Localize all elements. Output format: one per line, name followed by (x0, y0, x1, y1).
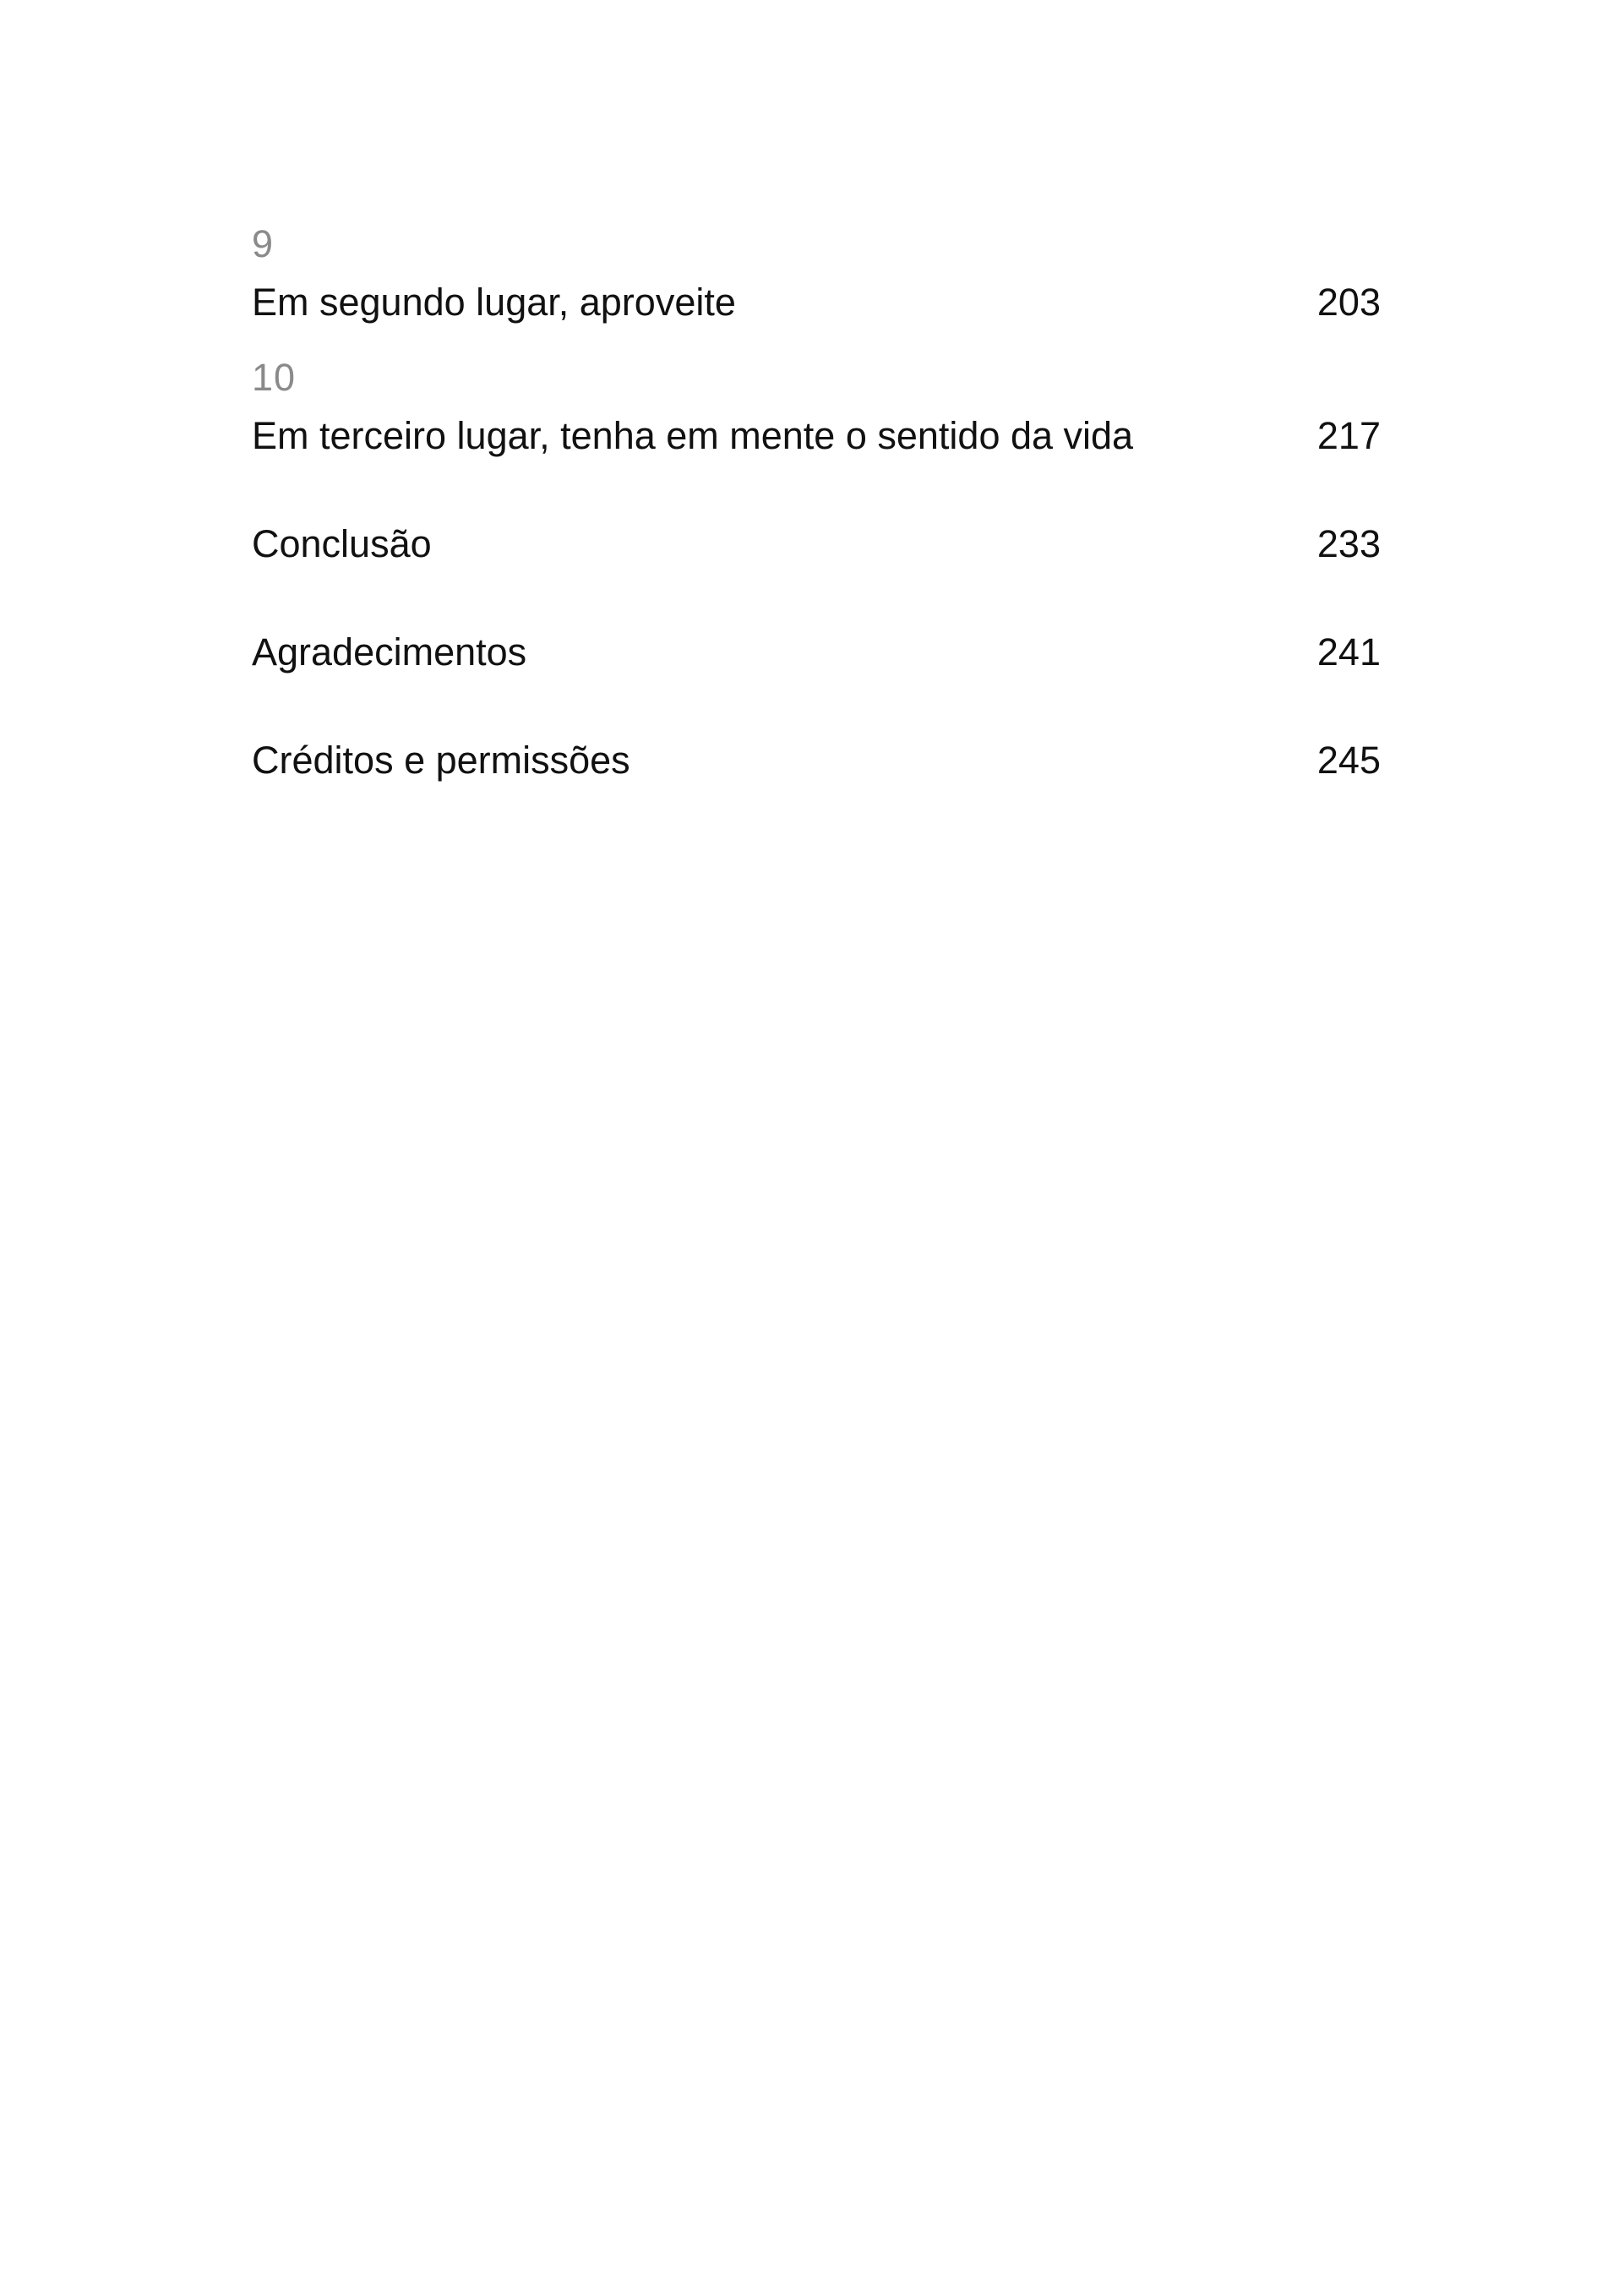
toc-entry-row (252, 269, 1381, 336)
toc-entry-credits (252, 727, 1381, 794)
section-title: Conclusão (252, 522, 432, 565)
toc-entry-acknowledgements (252, 619, 1381, 686)
section-title: Créditos e permissões (252, 739, 630, 782)
toc-entry-row (252, 619, 1381, 686)
page-number: 245 (1316, 739, 1381, 782)
chapter-title: Em segundo lugar, aproveite (252, 281, 736, 324)
toc-entry-chapter-9 (252, 220, 1381, 336)
toc-entry-row (252, 510, 1381, 578)
page-number: 217 (1316, 414, 1381, 457)
chapter-title: Em terceiro lugar, tenha em mente o sentido da vida (252, 414, 1134, 457)
chapter-number: 9 (252, 222, 275, 265)
page-number: 203 (1316, 281, 1381, 324)
section-title: Agradecimentos (252, 630, 527, 674)
page-number: 233 (1316, 522, 1381, 565)
page-number: 241 (1316, 630, 1381, 674)
chapter-number: 10 (252, 356, 297, 399)
toc-entry-row (252, 727, 1381, 794)
toc-entry-conclusion (252, 510, 1381, 578)
toc-entry-chapter-10 (252, 353, 1381, 470)
toc-entry-row (252, 402, 1381, 470)
table-of-contents (252, 220, 1381, 794)
